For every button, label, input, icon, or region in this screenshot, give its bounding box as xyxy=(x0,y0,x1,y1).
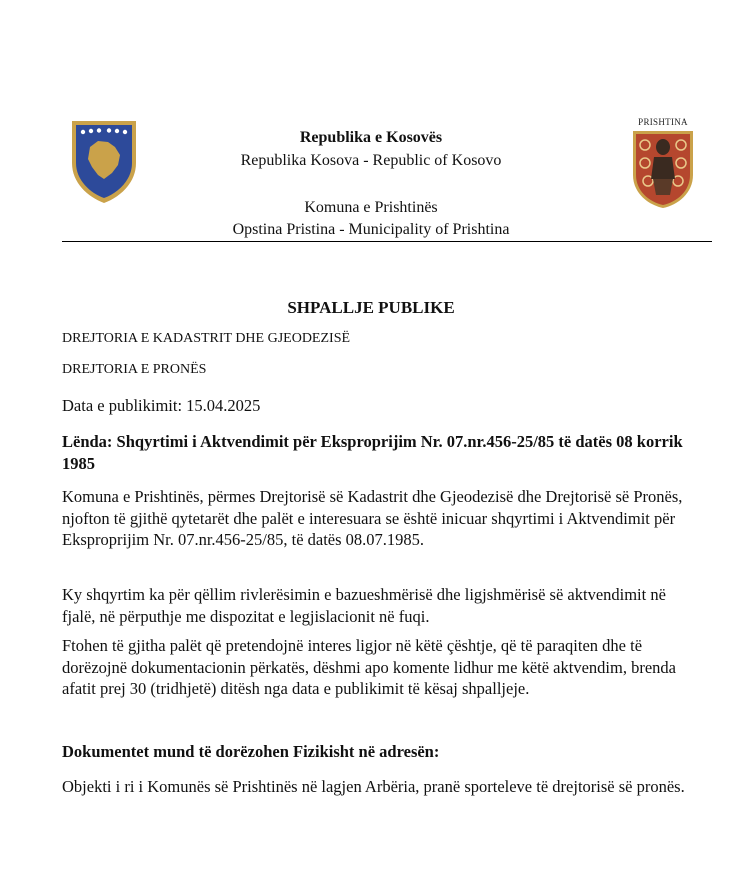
header-municipality-name-translations: Opstina Pristina - Municipality of Prishtina xyxy=(232,221,510,238)
documents-heading: Dokumentet mund të dorëzohen Fizikisht në adresën: xyxy=(62,742,440,761)
directorate-cadastre: DREJTORIA E KADASTRIT DHE GJEODEZISË xyxy=(62,331,351,346)
directorate-property: DREJTORIA E PRONËS xyxy=(62,362,207,377)
header-country-name: Republika e Kosovës xyxy=(299,129,443,146)
publication-date: Data e publikimit: 15.04.2025 xyxy=(62,396,261,415)
paragraph-purpose: Ky shqyrtim ka për qëllim rivlerësimin e bazueshmërisë dhe ligjshmërisë së aktvendimit në fjalë, në përputhje me dispozitat e legjislacionit në fuqi. xyxy=(62,585,666,626)
paragraph-address: Objekti i ri i Komunës së Prishtinës në lagjen Arbëria, pranë sporteleve të drejtorisë së pronës. xyxy=(62,777,685,796)
paragraph-invitation: Ftohen të gjitha palët që pretendojnë interes ligjor në këtë çështje, që të paraqiten dhe të dorëzojnë dokumentacionin përkatës, dëshmi apo komente lidhur me këtë aktvendim, brenda afatit prej 30 (tridhjetë) ditësh nga data e publikimit të kësaj shpalljeje. xyxy=(62,636,676,698)
prishtina-emblem-label: PRISHTINA xyxy=(638,117,688,127)
header-municipality-name: Komuna e Prishtinës xyxy=(304,199,438,216)
subject-line: Lënda: Shqyrtimi i Aktvendimit për Eksproprijim Nr. 07.nr.456-25/85 të datës 08 korrik 1985 xyxy=(62,432,683,473)
header-divider xyxy=(62,241,712,242)
paragraph-notice: Komuna e Prishtinës, përmes Drejtorisë së Kadastrit dhe Gjeodezisë dhe Drejtorisë së Pronës, njofton të gjithë qytetarët dhe palët e interesuara se është inicuar shqyrtimi i Aktvendimit për Eksproprijim Nr. 07.nr.456-25/85, të datës 08.07.1985. xyxy=(62,487,683,549)
header-country-name-translations: Republika Kosova - Republic of Kosovo xyxy=(240,152,502,169)
document-title: SHPALLJE PUBLIKE xyxy=(287,298,455,317)
